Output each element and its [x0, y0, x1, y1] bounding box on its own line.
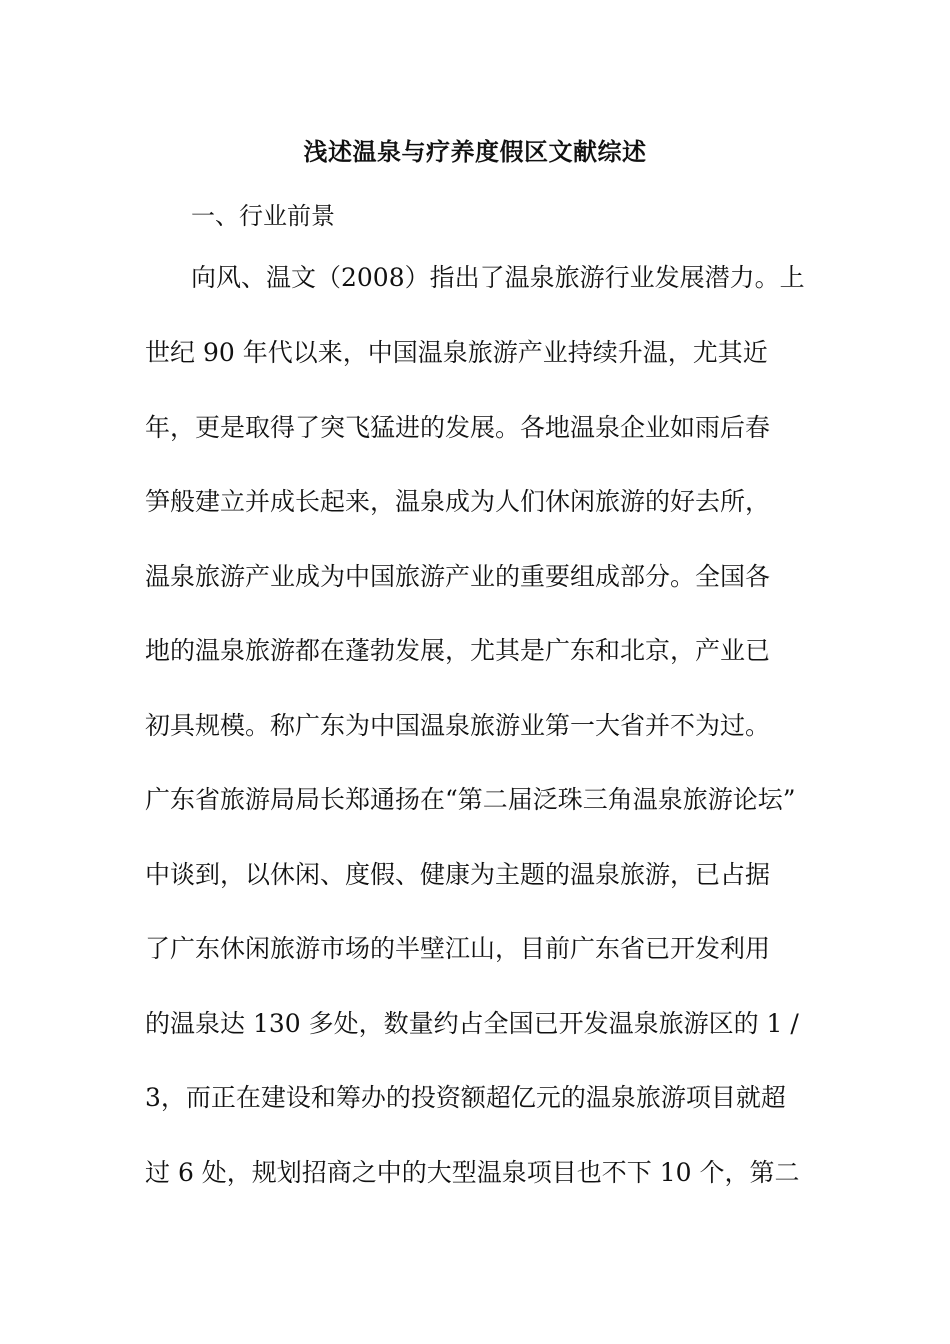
paragraph-line-8: 广东省旅游局局长郑通扬在“第二届泛珠三角温泉旅游论坛”: [145, 785, 796, 814]
paragraph-line-10: 了广东休闲旅游市场的半壁江山，目前广东省已开发利用: [145, 934, 771, 963]
paragraph-line-7: 初具规模。称广东为中国温泉旅游业第一大省并不为过。: [145, 711, 771, 740]
paragraph-line-13: 过 6 处，规划招商之中的大型温泉项目也不下 10 个，第二: [145, 1158, 800, 1187]
paragraph-line-1: 向风、温文（2008）指出了温泉旅游行业发展潜力。上: [191, 263, 805, 292]
paragraph-line-4: 笋般建立并成长起来，温泉成为人们休闲旅游的好去所，: [145, 487, 771, 516]
paragraph-line-11: 的温泉达 130 多处，数量约占全国已开发温泉旅游区的 1 /: [145, 1009, 799, 1038]
paragraph-line-6: 地的温泉旅游都在蓬勃发展，尤其是广东和北京，产业已: [145, 636, 771, 665]
paragraph-line-12: 3，而正在建设和筹办的投资额超亿元的温泉旅游项目就超: [145, 1083, 786, 1112]
paragraph-line-2: 世纪 90 年代以来，中国温泉旅游产业持续升温，尤其近: [145, 338, 768, 367]
document-title: 浅述温泉与疗养度假区文献综述: [303, 138, 647, 166]
paragraph-line-5: 温泉旅游产业成为中国旅游产业的重要组成部分。全国各: [145, 562, 771, 591]
paragraph-line-3: 年，更是取得了突飞猛进的发展。各地温泉企业如雨后春: [145, 413, 771, 442]
paragraph-line-9: 中谈到，以休闲、度假、健康为主题的温泉旅游，已占据: [145, 860, 771, 889]
section-heading: 一、行业前景: [191, 202, 335, 230]
